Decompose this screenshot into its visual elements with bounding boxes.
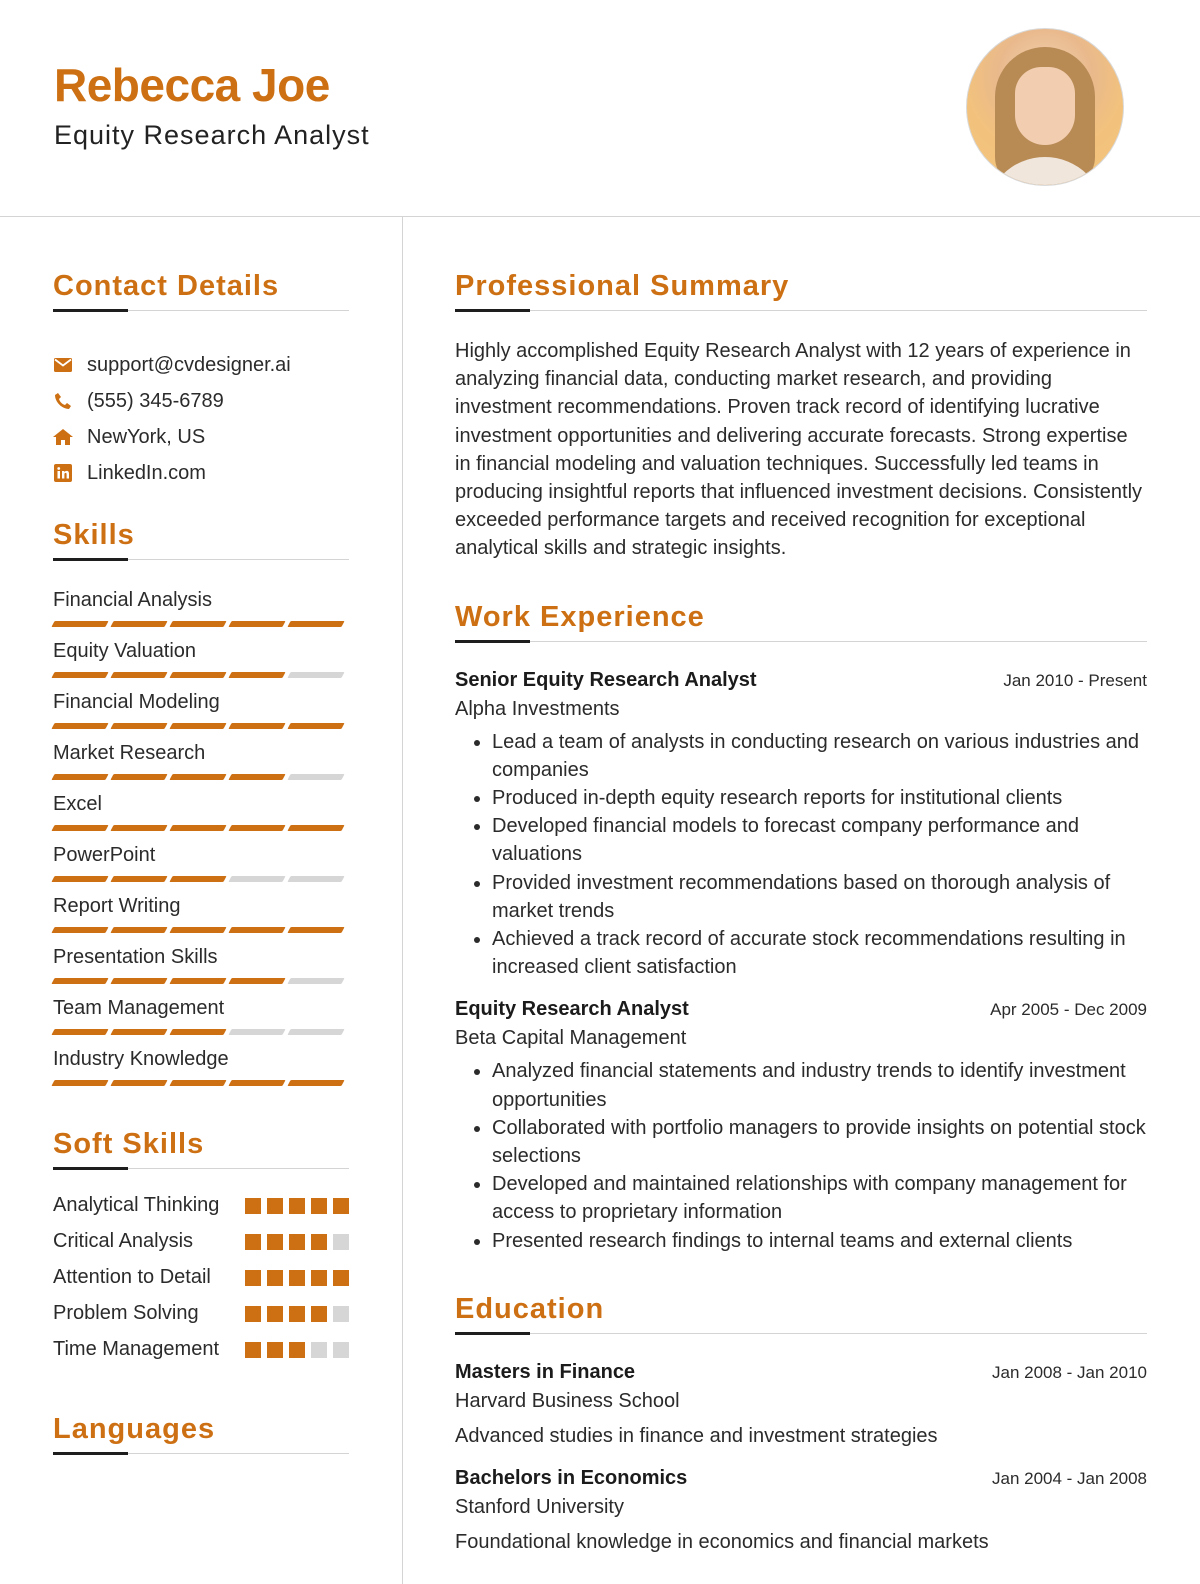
skill-level-segment [228,927,285,933]
soft-skill-level-square [267,1270,283,1286]
soft-skill-level [239,1198,349,1214]
skill-level-segment [110,876,167,882]
job-bullet: • Produced in-depth equity research reports for institutional clients [492,784,1147,812]
skill-item [53,790,349,841]
skill-level-segment [110,723,167,729]
job-company: Beta Capital Management [455,1027,687,1050]
soft-skill-level-square [245,1342,261,1358]
phone-icon [53,391,73,411]
education-school: Stanford University [455,1495,624,1518]
soft-skill-level-square [267,1198,283,1214]
skill-item [53,892,349,943]
job-bullet: • Developed and maintained relationships with company management for access to proprietary information [492,1170,1147,1226]
skill-level-segment [287,1080,344,1086]
skill-label: Report Writing [53,895,181,917]
job-bullets [455,728,1147,982]
soft-skill-level-square [267,1234,283,1250]
summary-heading: Professional Summary [455,270,790,302]
job-bullet: • Collaborated with portfolio managers to provide insights on potential stock selections [492,1114,1147,1170]
skill-level-segment [287,927,344,933]
experience-heading: Work Experience [455,600,705,633]
contact-email[interactable] [53,347,349,383]
education-entry [455,1358,1147,1450]
skill-level-segment [287,1029,344,1035]
job-bullet: • Developed financial models to forecast company performance and valuations [492,812,1147,868]
soft-skill-level-square [333,1270,349,1286]
skill-label: PowerPoint [53,844,156,866]
skill-level-segment [110,978,167,984]
right-column [455,216,1147,1556]
candidate-name: Rebecca Joe [54,59,330,111]
job-bullet: • Provided investment recommendations based on thorough analysis of market trends [492,869,1147,925]
skill-level-segment [51,978,108,984]
education-heading: Education [455,1292,605,1325]
skill-item [53,586,349,637]
contact-phone-text: (555) 345-6789 [87,389,224,412]
job-dates: Apr 2005 - Dec 2009 [990,1000,1147,1020]
job-bullet: • Presented research findings to internal teams and external clients [492,1227,1147,1255]
skill-item [53,994,349,1045]
skill-level-segment [51,621,108,627]
skill-item [53,637,349,688]
contact-phone[interactable] [53,383,349,419]
skill-level-segment [51,825,108,831]
soft-skill-item [53,1299,349,1327]
skill-level-segment [287,621,344,627]
soft-skill-level [239,1234,349,1250]
skill-item [53,943,349,994]
education-entry [455,1464,1147,1556]
skill-level-segment [169,723,226,729]
education-header [455,1358,1147,1386]
soft-skill-label: Critical Analysis [53,1230,194,1252]
skill-level-segment [228,774,285,780]
soft-skills-list [53,1191,349,1363]
skill-label: Financial Analysis [53,589,212,611]
skill-level-bars [53,774,349,780]
skill-label: Financial Modeling [53,691,220,713]
skill-level-segment [110,825,167,831]
soft-skill-label: Time Management [53,1338,219,1360]
skill-label: Equity Valuation [53,640,197,662]
skill-level-segment [228,1080,285,1086]
heading-accent [53,558,128,561]
skill-level-segment [110,927,167,933]
skill-level-segment [287,774,344,780]
contact-linkedin-text: LinkedIn.com [87,461,206,484]
resume-header [0,0,1200,217]
soft-skill-item [53,1335,349,1363]
soft-skill-level-square [333,1306,349,1322]
education-header [455,1464,1147,1492]
skill-level-segment [169,927,226,933]
soft-skill-level-square [333,1234,349,1250]
soft-skill-level-square [289,1342,305,1358]
job-bullets [455,1057,1147,1254]
soft-skills-section-header [53,1126,349,1169]
soft-skill-level [239,1270,349,1286]
skill-label: Team Management [53,997,225,1019]
skill-level-segment [228,978,285,984]
profile-photo [966,28,1124,186]
skill-item [53,1045,349,1096]
skill-level-segment [51,1029,108,1035]
languages-section-header [53,1411,349,1454]
heading-accent [53,309,128,312]
home-icon [53,427,73,447]
skill-level-segment [287,723,344,729]
soft-skill-level-square [289,1234,305,1250]
soft-skill-level-square [311,1234,327,1250]
skill-label: Excel [53,793,102,815]
job-header [455,666,1147,694]
education-dates: Jan 2008 - Jan 2010 [991,1362,1147,1382]
skill-level-segment [228,621,285,627]
skill-level-segment [110,672,167,678]
soft-skill-level [239,1306,349,1322]
soft-skill-level [239,1342,349,1358]
job-title: Equity Research Analyst [455,998,689,1021]
soft-skill-level-square [267,1306,283,1322]
candidate-title: Equity Research Analyst [54,120,370,150]
skill-level-bars [53,621,349,627]
contact-list [53,347,349,491]
soft-skill-level-square [311,1342,327,1358]
contact-location [53,419,349,455]
linkedin-icon [53,463,73,483]
soft-skill-level-square [289,1270,305,1286]
soft-skill-level-square [333,1198,349,1214]
skill-item [53,688,349,739]
soft-skill-level-square [311,1198,327,1214]
heading-accent [455,309,530,312]
job-bullet: • Achieved a track record of accurate stock recommendations resulting in increased client satisfaction [492,925,1147,981]
soft-skill-label: Problem Solving [53,1302,199,1324]
skill-level-segment [51,876,108,882]
skill-level-segment [228,672,285,678]
skill-level-segment [287,825,344,831]
skill-level-segment [110,1080,167,1086]
skills-heading: Skills [53,519,135,551]
job-header [455,995,1147,1023]
job-bullet: • Analyzed financial statements and industry trends to identify investment opportunities [492,1057,1147,1113]
contact-linkedin[interactable] [53,455,349,491]
skill-level-segment [51,672,108,678]
skill-level-segment [51,1080,108,1086]
skill-level-segment [169,774,226,780]
languages-heading: Languages [53,1413,216,1445]
skill-level-bars [53,876,349,882]
heading-accent [455,640,530,643]
soft-skill-label: Analytical Thinking [53,1194,220,1216]
soft-skill-item [53,1227,349,1255]
skill-level-segment [287,876,344,882]
education-list [455,1358,1147,1556]
heading-accent [53,1167,128,1170]
experience-section-header [455,599,1147,642]
skill-level-bars [53,1080,349,1086]
skill-level-segment [169,1029,226,1035]
soft-skill-level-square [311,1306,327,1322]
skills-list [53,586,349,1096]
skill-level-bars [53,1029,349,1035]
skill-level-segment [287,978,344,984]
skill-level-segment [287,672,344,678]
photo-face [1015,67,1075,145]
skill-level-segment [110,1029,167,1035]
contact-location-text: NewYork, US [87,425,206,448]
skill-label: Presentation Skills [53,946,218,968]
job-dates: Jan 2010 - Present [1003,670,1147,690]
contact-heading: Contact Details [53,270,280,302]
skill-item [53,841,349,892]
skill-level-segment [169,876,226,882]
left-column [53,216,349,1454]
education-description: Foundational knowledge in economics and financial markets [455,1530,989,1553]
education-degree: Bachelors in Economics [455,1466,688,1489]
skills-section-header [53,517,349,560]
soft-skill-item [53,1191,349,1219]
education-dates: Jan 2004 - Jan 2008 [991,1468,1147,1488]
education-school: Harvard Business School [455,1389,680,1412]
education-description: Advanced studies in finance and investment strategies [455,1424,938,1447]
job-title: Senior Equity Research Analyst [455,668,757,691]
soft-skill-level-square [289,1198,305,1214]
skill-level-segment [51,723,108,729]
heading-accent [455,1332,530,1335]
job-bullet: • Lead a team of analysts in conducting research on various industries and companies [492,728,1147,784]
skill-level-segment [228,825,285,831]
skill-level-segment [228,876,285,882]
skill-level-segment [228,723,285,729]
skill-level-bars [53,672,349,678]
soft-skill-level-square [245,1234,261,1250]
skill-item [53,739,349,790]
soft-skill-level-square [245,1306,261,1322]
skill-level-bars [53,825,349,831]
education-section-header [455,1291,1147,1334]
skill-level-bars [53,927,349,933]
job-entry [455,666,1147,982]
heading-accent [53,1452,128,1455]
skill-level-segment [110,774,167,780]
skill-label: Industry Knowledge [53,1048,229,1070]
column-divider [402,216,403,1584]
soft-skill-label: Attention to Detail [53,1266,211,1288]
summary-text: Highly accomplished Equity Research Analyst with 12 years of experience in analyzing financial data, conducting market research, and providing investment recommendations. Proven track record of identifying lucrative investment opportunities and delivering accurate forecasts. Strong expertise in financial modeling and valuation techniques. Successfully led teams in producing insightful reports that influenced investment decisions. Consistently exceeded performance targets and received recognition for exceptional analytical skills and strategic insights. [455,340,1143,560]
skill-level-bars [53,978,349,984]
soft-skill-level-square [311,1270,327,1286]
education-degree: Masters in Finance [455,1360,636,1383]
summary-section-header [455,268,1147,311]
skill-label: Market Research [53,742,206,764]
skill-level-segment [51,774,108,780]
soft-skill-item [53,1263,349,1291]
job-list [455,666,1147,1255]
skill-level-segment [169,1080,226,1086]
envelope-icon [53,355,73,375]
soft-skill-level-square [289,1306,305,1322]
contact-email-text: support@cvdesigner.ai [87,353,291,376]
soft-skill-level-square [333,1342,349,1358]
skill-level-segment [169,978,226,984]
skill-level-bars [53,723,349,729]
contact-section-header [53,268,349,311]
skill-level-segment [169,621,226,627]
soft-skill-level-square [245,1270,261,1286]
skill-level-segment [169,672,226,678]
skill-level-segment [110,621,167,627]
soft-skills-heading: Soft Skills [53,1128,205,1160]
skill-level-segment [228,1029,285,1035]
job-entry [455,995,1147,1254]
skill-level-segment [169,825,226,831]
soft-skill-level-square [245,1198,261,1214]
job-company: Alpha Investments [455,697,620,720]
soft-skill-level-square [267,1342,283,1358]
skill-level-segment [51,927,108,933]
